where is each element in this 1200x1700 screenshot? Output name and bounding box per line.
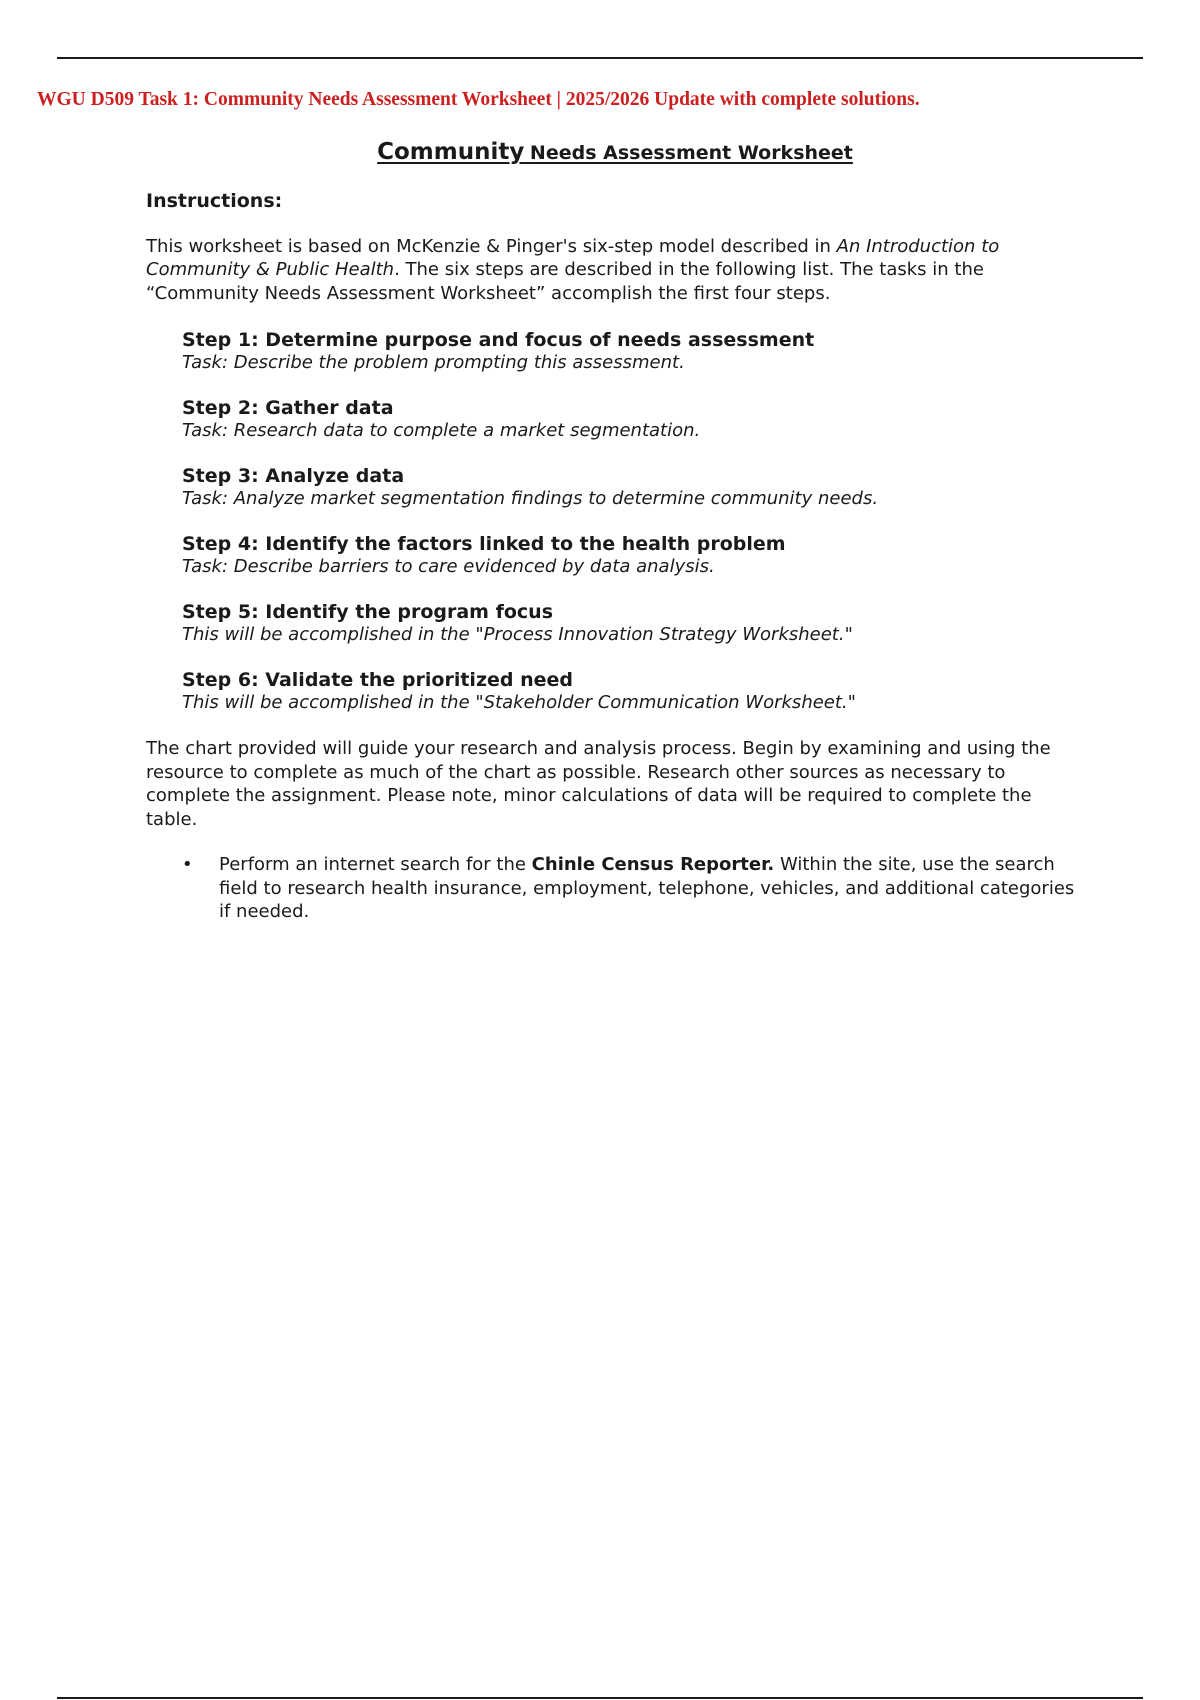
steps-list (146, 329, 1086, 714)
step-title: Step 6: Validate the prioritized need (182, 669, 574, 691)
step-title: Step 1: Determine purpose and focus of needs assessment (182, 329, 815, 351)
step-title: Step 2: Gather data (182, 397, 394, 419)
step-task: Task: Research data to complete a market segmentation. (182, 420, 701, 441)
step-task: Task: Describe the problem prompting this assessment. (182, 352, 685, 373)
step-item (182, 329, 1086, 374)
step-item (182, 669, 1086, 714)
step-item (182, 533, 1086, 578)
bullet-icon: • (182, 854, 193, 875)
worksheet-body (146, 190, 1086, 924)
step-title: Step 3: Analyze data (182, 465, 405, 487)
bullet-list (146, 853, 1086, 924)
title-part-2: Needs Assessment Worksheet (529, 142, 853, 164)
step-item (182, 465, 1086, 510)
intro-text-end: . The six steps are described in the following list. The tasks in the “Community Needs Assessment Worksheet” accomplish the first four steps. (146, 259, 984, 304)
list-item (182, 853, 1086, 924)
step-task: Task: Describe barriers to care evidenced by data analysis. (182, 556, 715, 577)
instructions-heading: Instructions: (146, 190, 283, 212)
top-rule (57, 57, 1143, 59)
bottom-rule (57, 1697, 1143, 1699)
step-title: Step 4: Identify the factors linked to the health problem (182, 533, 786, 555)
step-item (182, 397, 1086, 442)
step-task: This will be accomplished in the "Process Innovation Strategy Worksheet." (182, 624, 853, 645)
intro-book-title: An Introduction to Community & Public Health (146, 235, 1000, 280)
closing-paragraph: The chart provided will guide your research and analysis process. Begin by examining and using the resource to complete as much of the chart as possible. Research other sources as necessary to complete the assignment. Please note, minor calculations of data will be required to complete the table. (146, 738, 1051, 830)
intro-text-start: This worksheet is based on McKenzie & Pinger's six-step model described in (146, 235, 837, 257)
page-title (0, 139, 1200, 165)
bullet-text-start: Perform an internet search for the (219, 854, 532, 875)
step-title: Step 5: Identify the program focus (182, 601, 554, 623)
page-title-underlined (377, 139, 853, 165)
bullet-text-end: Within the site, use the search field to research health insurance, employment, telephone, vehicles, and additional categories if needed. (219, 854, 1075, 922)
step-item (182, 601, 1086, 646)
step-task: Task: Analyze market segmentation findings to determine community needs. (182, 488, 879, 509)
document-banner: WGU D509 Task 1: Community Needs Assessment Worksheet | 2025/2026 Update with complete solutions. (37, 89, 920, 110)
step-task: This will be accomplished in the "Stakeholder Communication Worksheet." (182, 692, 856, 713)
title-part-1: Community (377, 139, 525, 165)
instructions-intro (146, 235, 1086, 306)
bullet-site-name: Chinle Census Reporter. (531, 854, 775, 875)
